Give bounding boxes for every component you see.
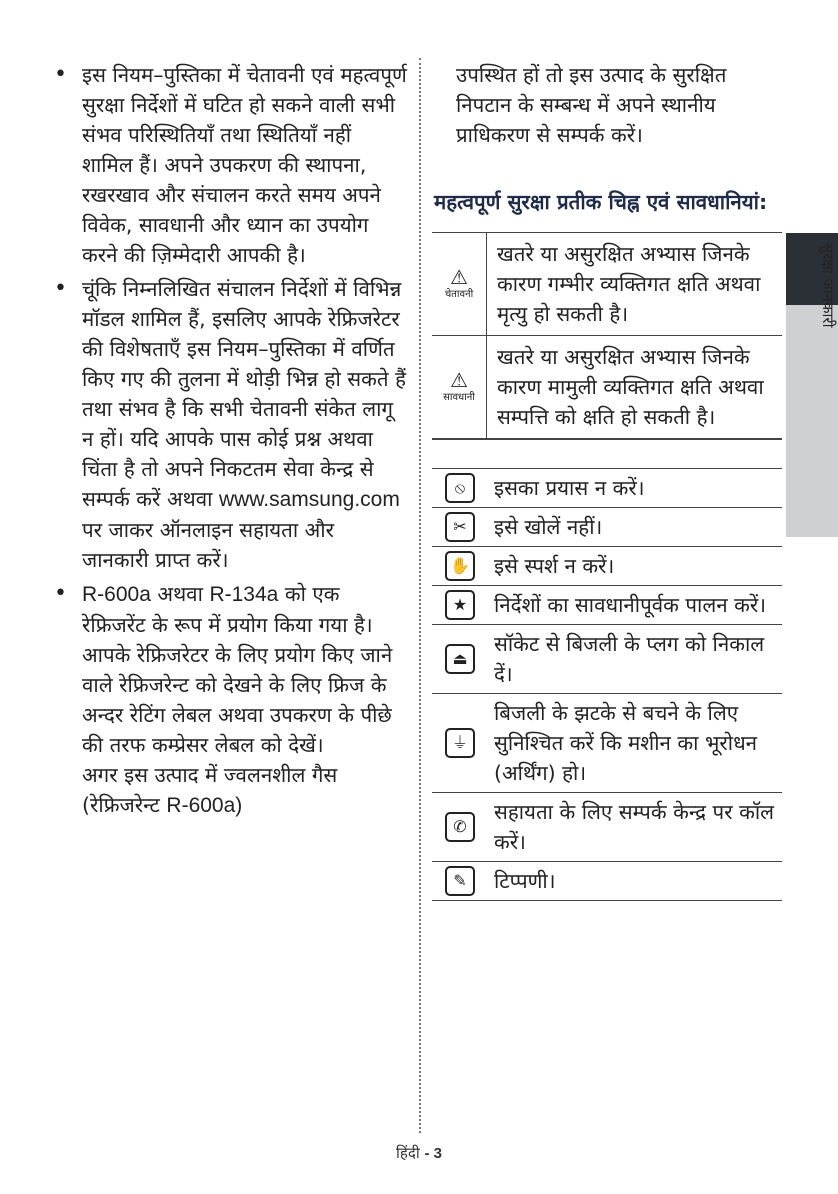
symbol-text: सहायता के लिए सम्पर्क केन्द्र पर कॉल करें। <box>488 793 782 862</box>
column-divider <box>419 58 421 1133</box>
section-side-tab <box>786 233 838 537</box>
right-column <box>432 60 782 901</box>
earthing-icon: ⏚ <box>445 728 475 758</box>
caution-label: सावधानी <box>443 392 475 403</box>
bullet-paragraph: आपके रेफ्रिजरेटर के लिए प्रयोग किए जाने वाले रेफ्रिजरेन्ट को देखने के लिए फ्रिज के अन्दर रेटिंग लेबल अथवा उपकरण के पीछे की तरफ कम्प्रेसर लेबल को देखें। <box>82 643 393 757</box>
warning-icon-cell <box>432 233 487 336</box>
caution-icon: ⚠ <box>450 368 468 392</box>
side-tab-label: सुरक्षा जानकारी <box>819 243 837 328</box>
table-row <box>432 586 782 625</box>
warning-table <box>432 232 782 439</box>
table-row <box>432 625 782 694</box>
unplug-icon: ⏏ <box>445 644 475 674</box>
bullet-text: अगर इस उत्पाद में ज्वलनशील गैस (रेफ्रिजरेन्ट <box>82 763 338 817</box>
caution-icon-cell <box>432 336 487 439</box>
bullet-text: इस नियम–पुस्तिका में चेतावनी एवं महत्वपूर्ण सुरक्षा निर्देशों में घटित हो सकने वाली सभी संभव परिस्थितियाँ तथा स्थितियाँ नहीं शामिल हैं। अपने उपकरण की स्थापना, रखरखाव और संचालन करते समय अपने विवेक, सावधानी और ध्यान का उपयोग करने की ज़िम्मेदारी आपकी है। <box>82 63 407 267</box>
symbol-text: इसका प्रयास न करें। <box>488 469 782 508</box>
table-spacer <box>432 439 782 469</box>
warning-icon: ⚠ <box>450 265 468 289</box>
refrigerant-code: R-600a) <box>166 794 243 817</box>
refrigerant-code: R-600a <box>82 583 151 606</box>
refrigerant-code: R-134a <box>209 583 279 606</box>
section-title: महत्वपूर्ण सुरक्षा प्रतीक चिह्न एवं सावधानियां: <box>434 190 768 214</box>
bullet-item <box>52 60 407 270</box>
symbol-table <box>432 469 782 901</box>
table-row <box>432 469 782 508</box>
symbol-text: निर्देशों का सावधानीपूर्वक पालन करें। <box>488 586 782 625</box>
bullet-text-tail: पर जाकर ऑनलाइन सहायता और जानकारी प्राप्त करें। <box>82 518 335 572</box>
symbol-text: बिजली के झटके से बचने के लिए सुनिश्चित करें कि मशीन का भूरोधन (अर्थिंग) हो। <box>488 694 782 793</box>
table-row <box>432 793 782 862</box>
table-row <box>432 508 782 547</box>
bullet-dot: • <box>54 62 67 87</box>
follow-instructions-icon: ★ <box>445 590 475 620</box>
table-row <box>432 233 782 336</box>
do-not-touch-icon: ✋ <box>445 551 475 581</box>
left-column <box>52 60 407 825</box>
table-row <box>432 694 782 793</box>
bullet-text: अथवा <box>157 582 203 606</box>
table-row <box>432 547 782 586</box>
page-footer <box>0 1143 838 1163</box>
page-number: - 3 <box>424 1145 442 1162</box>
symbol-text: इसे स्पर्श न करें। <box>488 547 782 586</box>
do-not-disassemble-icon: ✂ <box>445 512 475 542</box>
symbol-text: इसे खोलें नहीं। <box>488 508 782 547</box>
continuation-text: उपस्थित हों तो इस उत्पाद के सुरक्षित निपटान के सम्बन्ध में अपने स्थानीय प्राधिकरण से सम्पर्क करें। <box>456 63 727 147</box>
table-row <box>432 336 782 439</box>
note-icon: ✎ <box>445 866 475 896</box>
samsung-link[interactable]: www.samsung.com <box>218 488 400 511</box>
bullet-dot: • <box>54 581 67 606</box>
call-service-icon: ✆ <box>445 812 475 842</box>
caution-text: खतरे या असुरक्षित अभ्यास जिनके कारण मामुली व्यक्तिगत क्षति अथवा सम्पत्ति को क्षति हो सकती है। <box>487 336 783 439</box>
no-attempt-icon: ⦸ <box>445 473 475 503</box>
bullet-text: चूंकि निम्नलिखित संचालन निर्देशों में विभिन्न मॉडल शामिल हैं, इसलिए आपके रेफ्रिजरेटर की विशेषताएँ इस नियम–पुस्तिका में वर्णित किए गए की तुलना में थोड़ी भिन्न हो सकते हैं तथा संभव है कि सभी चेतावनी संकेत लागू न हों। यदि आपके पास कोई प्रश्न अथवा चिंता है तो अपने निकटतम सेवा केन्द्र से सम्पर्क करें अथवा <box>82 277 406 511</box>
footer-language: हिंदी <box>396 1144 420 1162</box>
bullet-text: को एक रेफ्रिजरेंट के रूप में प्रयोग किया गया है। <box>82 582 373 637</box>
table-row <box>432 862 782 901</box>
symbol-text: टिप्पणी। <box>488 862 782 901</box>
bullet-item <box>52 579 407 821</box>
symbol-text: सॉकेट से बिजली के प्लग को निकाल दें। <box>488 625 782 694</box>
warning-text: खतरे या असुरक्षित अभ्यास जिनके कारण गम्भीर व्यक्तिगत क्षति अथवा मृत्यु हो सकती है। <box>487 233 783 336</box>
bullet-dot: • <box>54 276 67 301</box>
warning-label: चेतावनी <box>444 289 474 300</box>
bullet-item <box>52 274 407 575</box>
